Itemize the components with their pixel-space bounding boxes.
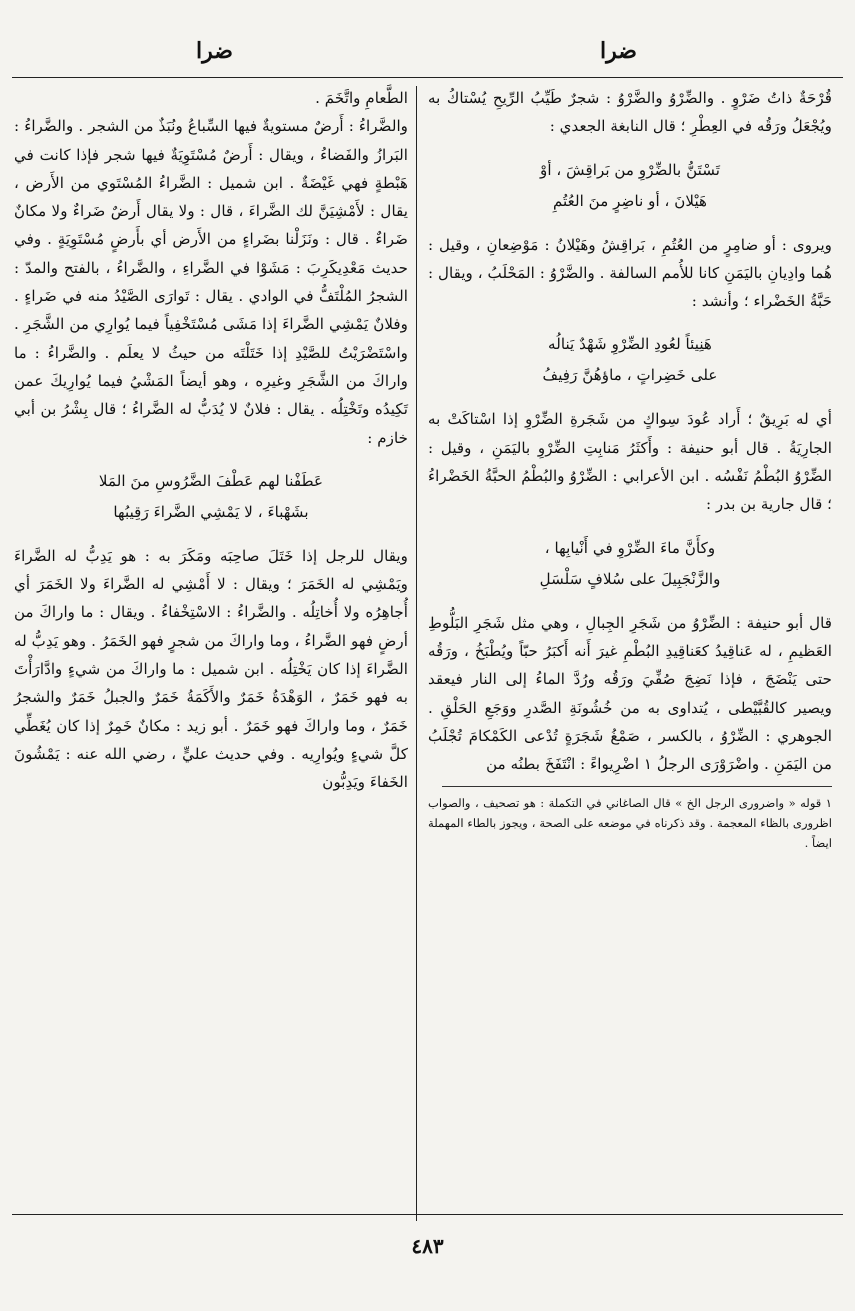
column-separator [416, 86, 417, 1221]
page-number: ٤٨٣ [411, 1234, 444, 1258]
footer-rule [12, 1214, 843, 1215]
verse-line: هَيْلانَ ، أو ناضِرٍ منَ العُتُمِ [552, 191, 708, 210]
footnote-rule [442, 786, 832, 787]
left-paragraph-2: والضَّراءُ : أَرضٌ مستويةٌ فيها السِّباعُ ونُبَذٌ من الشجر . والضَّراءُ : البَرازُ والفَضاءُ ، ويقال : أَرضٌ مُسْتَوِيَةٌ فيها شجر فإذا كانت في هَبْطةٍ فهي غَيْضَةٌ . ابن شميل : الضَّراءُ المُسْتَوي من الأَرض ، يقال : لأَمْشِيَنَّ لك الضَّراءَ ، قال : ولا يقال أَرضٌ ضَراءٌ ولا مكانٌ ضَراءٌ . قال : ونَزَلْنا بضَراءٍ من الأَرض أي بأَرضٍ مُسْتَوِيَةٍ . وفي حديث مَعْدِيكَرِبَ : مَشَوْا في الضَّراءِ ، والضَّراءُ ، بالفتح والمدّ : الشجرُ المُلْتَفُّ في الوادي . يقال : تَوارَى الصَّيْدُ منه في ضَراءٍ . وفلانٌ يَمْشِي الضَّراءَ إذا مَشَى مُسْتَخْفِياً فيما يُوارِي من الشَّجَرِ . واسْتَضْرَيْتُ للصَّيْدِ إذا خَتَلْتَه من حيثُ لا يعلَم . والضَّراءُ : ما واراكَ من الشَّجَرِ وغيرِه ، وهو أيضاً المَشْيُ فيما يُوارِيكَ عمن تَكِيدُه وتَخْتِلُه . يقال : فلانٌ لا يُدَبُّ له الضَّراءُ ؛ قال بِشْرُ بن أبي خازم : [14, 117, 408, 447]
verse-line: عَطَفْنا لهم عَطْفَ الضَّرُوسِ منَ المَلا [98, 471, 324, 490]
verse-line: والزَّنْجَبِيلَ على سُلافٍ سَلْسَلِ [539, 569, 721, 588]
right-paragraph-2: ويروى : أو ضامِرٍ من العُتُمِ ، بَراقِشُ وهَيْلانُ : مَوْضِعانِ ، وقيل : هُما وادِيانِ باليَمَنِ كانا للأُمم السالفة . والضَّرْوُ : المَحْلَبُ ، ويقال : حَبَّةُ الخَضْراء ؛ وأنشد : [428, 235, 832, 311]
verse-line: بشَهْباءَ ، لا يَمْشِي الضَّراءَ رَقِيبُها [113, 502, 309, 521]
running-header-left: ضرا [196, 38, 233, 64]
right-paragraph-4: قال أبو حنيفة : الضِّرْوُ من شَجَرِ الجِبالِ ، وهي مثل شَجَرِ البَلُّوطِ العَظيمِ ، له عَناقِيدُ كعَناقِيدِ البُطْمِ غيرَ أَنه أَكبَرُ حبّاً ويُطْبَخُ ، ورَقُه حتى يَنْضَجَ ، فإذا نَضِجَ صُفِّيَ ورَقُه ورُدَّ الماءُ إلى النار فيعقد ويصير كالقُبَّيْطى ، يُتداوى به من خُشُونَةِ الصَّدرِ ووَجَعِ الحَلْقِ . الجوهري : الضِّرْوُ ، بالكسر ، صَمْغُ شَجَرَةٍ تُدْعى الكَمْكامَ تُجْلَبُ من اليَمَنِ . واضْرَوْرَى الرجلُ ١ اضْرِيواءً : انْتَفَخَ بطنُه من [428, 613, 832, 774]
right-verse-1 [428, 155, 832, 217]
right-verse-2 [428, 329, 832, 391]
left-column [14, 84, 408, 797]
verse-line: هَنِيئاً لعُودِ الضِّرْوِ شَهْدٌ يَنالُه [548, 335, 712, 354]
right-verse-3 [428, 533, 832, 595]
right-paragraph-1: قُرْحَةٌ ذاتُ ضَرْوٍ . والضِّرْوُ والضَّرْوُ : شجرٌ طَيِّبُ الرِّيحِ يُسْتاكُ به ويُجْعَلُ ورَقُه في العِطْرِ ؛ قال النابغة الجعدي : [428, 89, 832, 136]
verse-line: على خَضِراتٍ ، ماؤهُنَّ رَفِيفُ [542, 366, 718, 385]
verse-line: تَسْتَنُّ بالضِّرْوِ من بَراقِشَ ، أوْ [539, 160, 721, 179]
right-paragraph-3: أي له بَرِيقٌ ؛ أَراد عُودَ سِواكٍ من شَجَرةِ الضِّرْوِ إذا اسْتاكَتْ به الجارِيَةُ . قال أبو حنيفة : وأَكثَرُ مَنابِتِ الضِّرْوِ باليَمَنِ ، وقيل : الضِّرْوُ البُطْمُ نَفْسُه . ابن الأعرابي : الضِّرْوُ والبُطْمُ الحبَّةُ الخَضْراءُ ؛ قال جارية بن بدر : [428, 410, 832, 514]
left-verse-1 [14, 466, 408, 528]
running-header-right: ضرا [600, 38, 637, 64]
left-paragraph-1: الطَّعامِ واتَّخَمَ . [315, 89, 408, 107]
right-column [428, 84, 832, 853]
header-rule [12, 77, 843, 78]
left-paragraph-3: ويقال للرجل إذا خَتَلَ صاحِبَه ومَكَرَ به : هو يَدِبُّ له الضَّراءَ ويَمْشِي له الخَمَرَ ؛ ويقال : لا أَمْشِي له الضَّراءَ ولا الخَمَرَ أي أُجاهِرُه ولا أُخاتِلُه . والضَّراءُ : الاسْتِخْفاءُ . ويقال : ما واراكَ من أرضٍ فهو الضَّراءُ ، وما واراكَ من شجرٍ فهو الخَمَرُ . وهو يَدِبُّ له الضَّراءَ إذا كان يَخْتِلُه . ابن شميل : ما واراكَ من شيءٍ وادَّارَأْتَ به فهو خَمَرٌ ، الوَهْدَةُ خَمَرٌ والأَكَمَةُ خَمَرٌ والجبلُ خَمَرٌ والشجرُ خَمَرٌ ، وما واراكَ فهو خَمَرٌ . أبو زيد : مكانٌ خَمِرٌ إذا كان يُغَطِّي كلَّ شيءٍ ويُوارِيه . وفي حديث عليٍّ ، رضي الله عنه : يَمْشُونَ الخَفاءَ ويَدِبُّون [14, 546, 408, 792]
footnote: ١ قوله « واضروری الرجل الخ » قال الصاغاني في التكملة : هو تصحيف ، والصواب اظروری بالظاء المعجمة . وقد ذكرناه في موضعه على الصحة ، ويجوز بالطاء المهملة ايضاً . [428, 796, 832, 851]
verse-line: وكأَنَّ ماءَ الضِّرْوِ في أَنْيابِها ، [544, 538, 716, 557]
